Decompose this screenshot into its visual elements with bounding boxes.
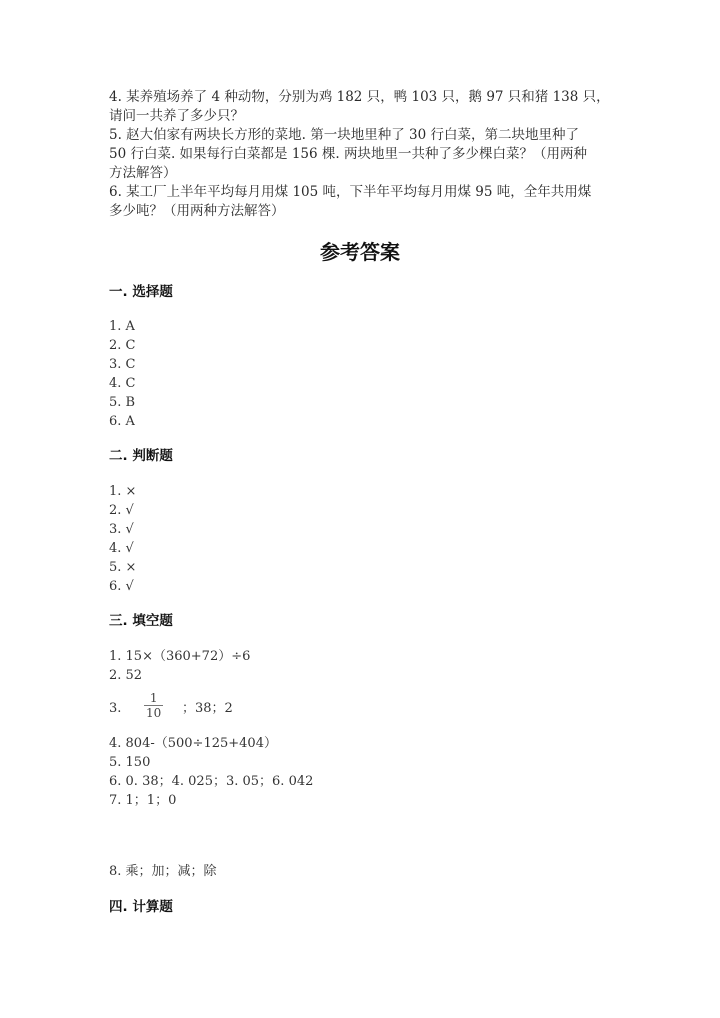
question-4-line-2: 请问一共养了多少只？ xyxy=(109,108,244,124)
answer-item: 2. 52 xyxy=(109,668,143,683)
answer-item: 3. C xyxy=(109,357,136,372)
question-5-line-2: 50 行白菜. 如果每行白菜都是 156 棵. 两块地里一共种了多少棵白菜？（用两种 xyxy=(109,146,587,162)
answer-item: 2. √ xyxy=(109,503,134,518)
section-heading-multiple-choice: 一. 选择题 xyxy=(109,284,173,300)
question-6-line-1: 6. 某工厂上半年平均每月用煤 105 吨，下半年平均每月用煤 95 吨，全年共用煤 xyxy=(109,184,592,200)
answer-item: 1. A xyxy=(109,319,135,334)
answer-item: 1. × xyxy=(109,484,137,499)
answer-item: 1. 15×（360+72）÷6 xyxy=(109,649,251,664)
fraction xyxy=(144,691,163,720)
answer-item: 5. B xyxy=(109,395,136,410)
answer-item: 4. 804-（500÷125+404） xyxy=(109,736,277,751)
answer-item: 4. √ xyxy=(109,541,134,556)
answer-item-prefix: 3. xyxy=(109,701,122,716)
section-heading-fill-blank: 三. 填空题 xyxy=(109,613,173,629)
question-5-line-3: 方法解答） xyxy=(109,165,177,181)
question-6-line-2: 多少吨？（用两种方法解答） xyxy=(109,203,285,219)
answer-item: 5. 150 xyxy=(109,755,151,770)
question-5-line-1: 5. 赵大伯家有两块长方形的菜地. 第一块地里种了 30 行白菜，第二块地里种了 xyxy=(109,127,580,143)
section-heading-calculation: 四. 计算题 xyxy=(109,899,173,915)
fraction-denominator: 10 xyxy=(146,706,162,720)
answer-item: 2. C xyxy=(109,338,136,353)
answer-item: 5. × xyxy=(109,560,137,575)
fraction-numerator: 1 xyxy=(149,691,158,705)
answer-item: 4. C xyxy=(109,376,136,391)
section-heading-true-false: 二. 判断题 xyxy=(109,448,173,464)
answer-item: 3. √ xyxy=(109,522,134,537)
answer-item: 6. √ xyxy=(109,579,134,594)
answer-item: 6. A xyxy=(109,414,135,429)
answer-key-title: 参考答案 xyxy=(320,240,400,264)
answer-item-suffix: ；38；2 xyxy=(182,701,233,716)
answer-item: 6. 0. 38；4. 025；3. 05；6. 042 xyxy=(109,774,314,789)
answer-item: 8. 乘；加；减；除 xyxy=(109,864,217,879)
answer-item: 7. 1；1；0 xyxy=(109,793,177,808)
question-4-line-1: 4. 某养殖场养了 4 种动物，分别为鸡 182 只，鸭 103 只，鹅 97 只和猪 138 只， xyxy=(109,89,610,105)
